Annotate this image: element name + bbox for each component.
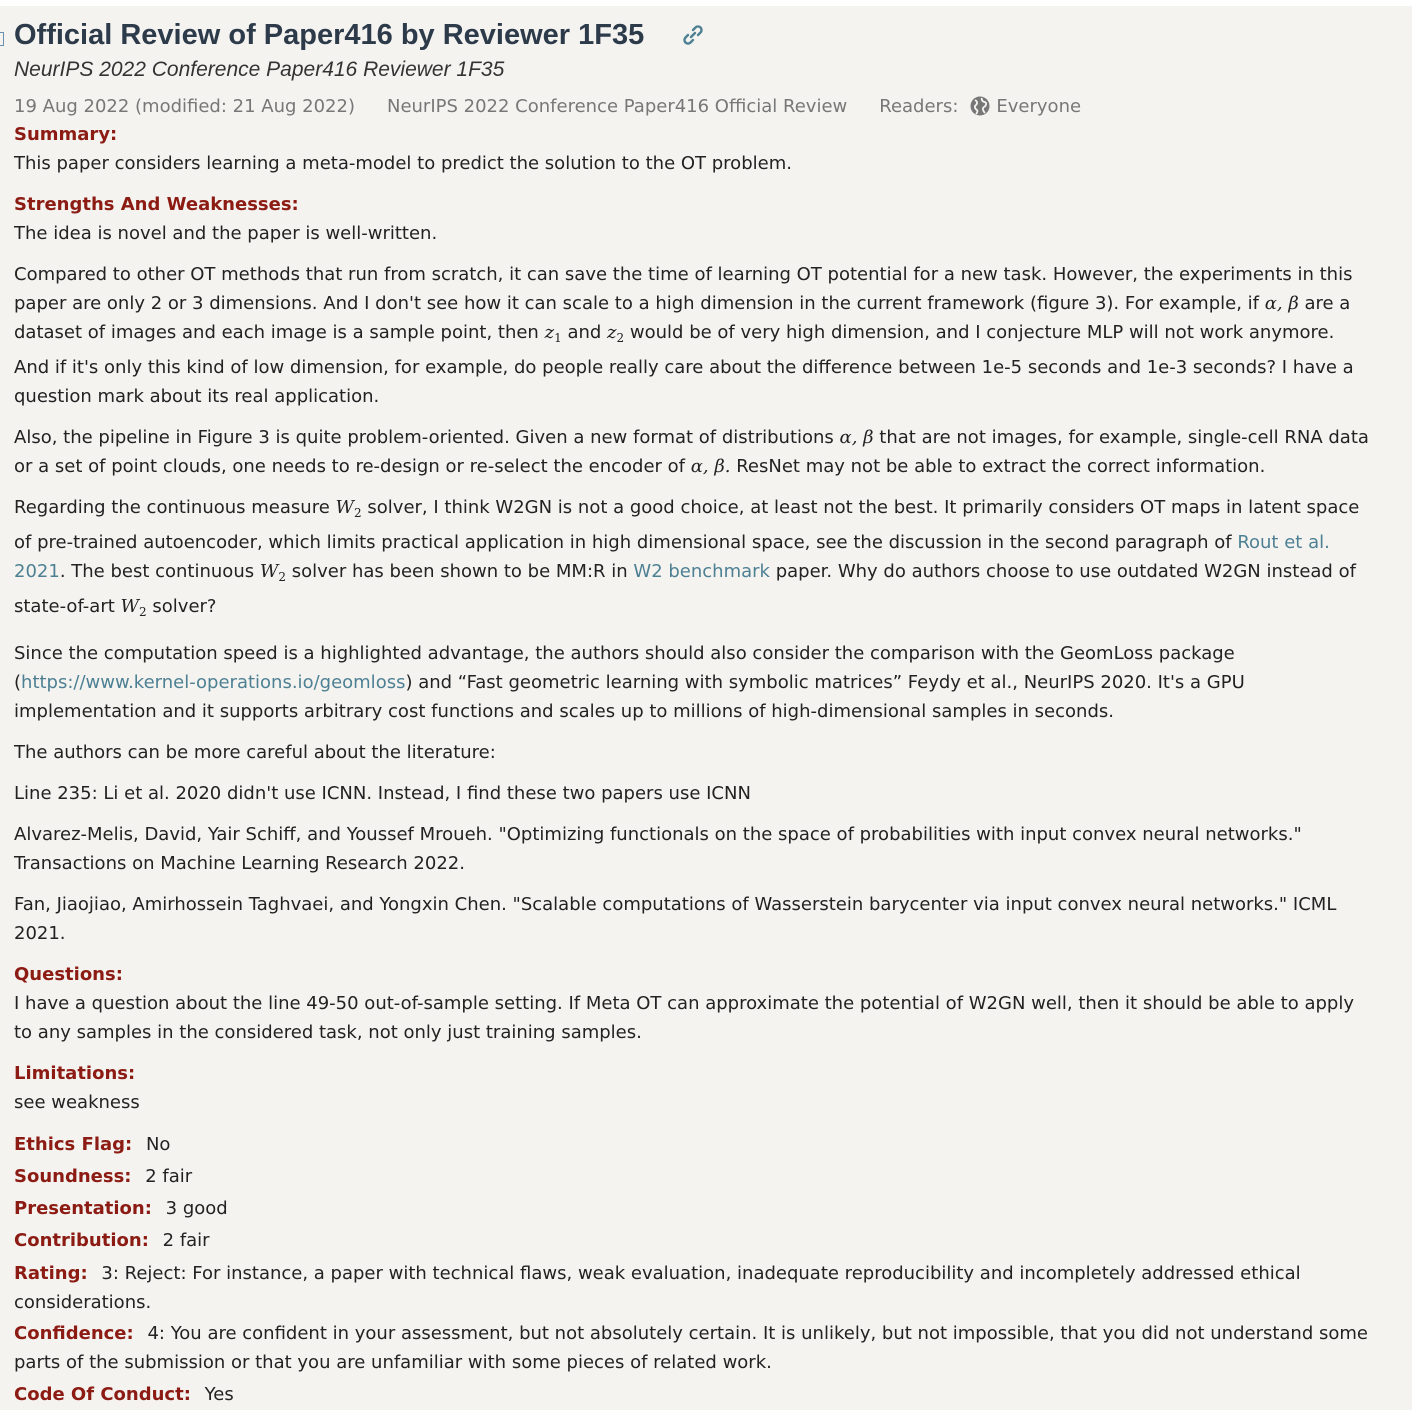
contribution-field [14, 1225, 1374, 1257]
review-title: Official Review of Paper416 by Reviewer 1F35 [14, 18, 645, 51]
summary-text: This paper considers learning a meta-model to predict the solution to the OT problem. [14, 153, 792, 174]
strengths-para-6: The authors can be more careful about the literature: [14, 742, 496, 763]
strengths-label: Strengths And Weaknesses: [14, 194, 299, 215]
rout-2021-link[interactable]: Rout et al. 2021 [14, 532, 1330, 582]
w2-benchmark-link[interactable]: W2 benchmark [633, 561, 770, 582]
questions-section [14, 960, 1374, 1047]
conduct-value: Yes [204, 1384, 234, 1405]
strengths-para-1: The idea is novel and the paper is well-written. [14, 223, 438, 244]
strengths-para-9: Fan, Jiaojiao, Amirhossein Taghvaei, and Yongxin Chen. "Scalable computations of Wasserstein barycenter via input convex neural networks." ICML 2021. [14, 894, 1337, 944]
readers-label: Readers: [879, 95, 959, 117]
strengths-para-7: Line 235: Li et al. 2020 didn't use ICNN. Instead, I find these two papers use ICNN [14, 783, 751, 804]
presentation-value: 3 good [165, 1198, 228, 1219]
conduct-label: Code Of Conduct: [14, 1384, 191, 1405]
rating-field [14, 1259, 1374, 1317]
strengths-para-5: Since the computation speed is a highlighted advantage, the authors should also consider the comparison with the GeomLoss package (https://www.kernel-operations.io/geomloss) and “Fast geometric learning with symbolic matrices” Feydy et al., NeurIPS 2020. It's a GPU implementation and it supports arbitrary cost functions and scales up to millions of high-dimensional samples in seconds. [14, 643, 1245, 722]
review-meta [14, 92, 1412, 120]
soundness-label: Soundness: [14, 1166, 132, 1187]
contribution-value: 2 fair [162, 1230, 210, 1251]
questions-label: Questions: [14, 964, 123, 985]
limitations-section [14, 1059, 1374, 1117]
confidence-value: 4: You are confident in your assessment, but not absolutely certain. It is unlikely, but not impossible, that you did not understand some parts of the submission or that you are unfamiliar with some pieces of related work. [14, 1323, 1368, 1373]
strengths-para-3: Also, the pipeline in Figure 3 is quite problem-oriented. Given a new format of distributions α, β that are not images, for example, single-cell RNA data or a set of point clouds, one needs to re-design or re-select the encoder of α, β. ResNet may not be able to extract the correct information. [14, 427, 1369, 477]
strengths-section [14, 190, 1374, 948]
review-invitation: NeurIPS 2022 Conference Paper416 Official Review [386, 95, 848, 117]
rating-value: 3: Reject: For instance, a paper with technical flaws, weak evaluation, inadequate reproducibility and incompletely addressed ethical considerations. [14, 1263, 1301, 1313]
summary-section [14, 120, 1374, 178]
contribution-label: Contribution: [14, 1230, 149, 1251]
review-date: 19 Aug 2022 (modified: 21 Aug 2022) [14, 95, 355, 117]
code-of-conduct-field [14, 1379, 1374, 1411]
soundness-field [14, 1161, 1374, 1193]
ethics-value: No [145, 1134, 171, 1155]
rating-label: Rating: [14, 1263, 88, 1284]
limitations-label: Limitations: [14, 1063, 136, 1084]
strengths-para-2: Compared to other OT methods that run from scratch, it can save the time of learning OT potential for a new task. However, the experiments in this paper are only 2 or 3 dimensions. And I don't see how it can scale to a high dimension in the current framework (figure 3). For example, if α, β are a dataset of images and each image is a sample point, then $z_1$ and $z_2$ would be of very high dimension, and I conjecture MLP will not work anymore. And if it's only this kind of low dimension, for example, do people really care about the difference between 1e-5 seconds and 1e-3 seconds? I have a question mark about its real application. [14, 264, 1354, 407]
confidence-label: Confidence: [14, 1323, 134, 1344]
ethics-label: Ethics Flag: [14, 1134, 133, 1155]
globe-icon [970, 96, 990, 116]
questions-text: I have a question about the line 49-50 out-of-sample setting. If Meta OT can approximate the potential of W2GN well, then it should be able to apply to any samples in the considered task, not only just training samples. [14, 993, 1354, 1043]
strengths-para-4: Regarding the continuous measure $W_2$ solver, I think W2GN is not a good choice, at least not the best. It primarily considers OT maps in latent space of pre-trained autoencoder, which limits practical application in high dimensional space, see the discussion in the second paragraph of Rout et al. 2021. The best continuous $W_2$ solver has been shown to be MM:R in W2 benchmark paper. Why do authors choose to use outdated W2GN instead of state-of-art $W_2$ solver? [14, 497, 1360, 619]
collapse-toggle[interactable] [0, 32, 4, 46]
limitations-text: see weakness [14, 1092, 140, 1113]
confidence-field [14, 1319, 1374, 1377]
ethics-field [14, 1129, 1374, 1161]
review-content [14, 120, 1374, 1411]
presentation-label: Presentation: [14, 1198, 152, 1219]
readers-value: Everyone [996, 95, 1082, 117]
review-signature: NeurIPS 2022 Conference Paper416 Reviewer 1F35 [14, 58, 505, 81]
review-panel [0, 6, 1412, 1410]
geomloss-link[interactable]: https://www.kernel-operations.io/geomloss [21, 672, 406, 693]
summary-label: Summary: [14, 124, 118, 145]
presentation-field [14, 1193, 1374, 1225]
soundness-value: 2 fair [145, 1166, 193, 1187]
strengths-para-8: Alvarez-Melis, David, Yair Schiff, and Youssef Mroueh. "Optimizing functionals on the space of probabilities with input convex neural networks." Transactions on Machine Learning Research 2022. [14, 824, 1302, 874]
review-header [14, 16, 1412, 54]
link-icon[interactable] [682, 24, 704, 46]
